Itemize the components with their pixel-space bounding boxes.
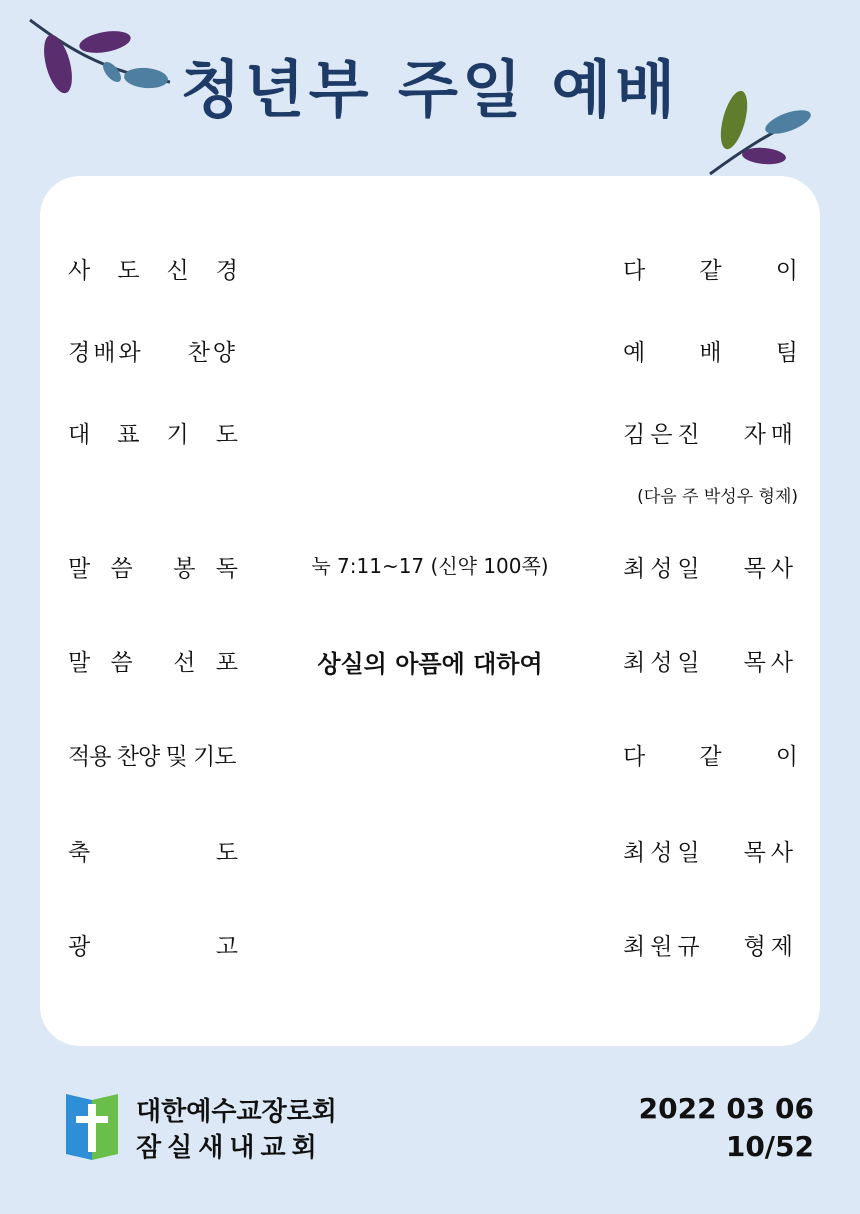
program-leader: 최성일 목사: [623, 556, 798, 582]
program-leader: 다 같 이: [623, 258, 798, 284]
program-row: [40, 644, 820, 684]
church-label: 잠실새내교회: [136, 1133, 323, 1163]
program-role: 경배와 찬양: [68, 340, 238, 366]
program-row: [40, 550, 820, 590]
scripture-reference: 눅 7:11~17 (신약 100쪽): [311, 554, 549, 578]
bulletin-meta: [639, 1090, 814, 1166]
leaf-branch-icon: [700, 82, 820, 182]
program-leader: 최원규 형제: [623, 934, 798, 960]
church-name: [136, 1094, 337, 1166]
program-leader: 김은진 자매: [623, 422, 798, 448]
program-role: 사 도 신 경: [68, 258, 238, 284]
program-row: [40, 928, 820, 968]
program-row: [40, 334, 820, 374]
program-role: 적용 찬양 및 기도: [68, 744, 236, 770]
program-row: [40, 416, 820, 456]
denomination-label: 대한예수교장로회: [136, 1097, 337, 1127]
program-row: [40, 834, 820, 874]
program-leader: 최성일 목사: [623, 840, 798, 866]
next-week-note: (다음 주 박성우 형제): [637, 487, 798, 507]
program-leader: 예 배 팀: [623, 340, 798, 366]
program-note-row: [40, 482, 820, 522]
sermon-title: 상실의 아픔에 대하여: [317, 650, 543, 678]
program-role: 축 도: [68, 840, 238, 866]
program-role: 말 씀 선 포: [68, 650, 238, 676]
program-row: [40, 252, 820, 292]
program-role: 대 표 기 도: [68, 422, 238, 448]
program-role: 말 씀 봉 독: [68, 556, 238, 582]
program-card: [40, 176, 820, 1046]
program-role: 광 고: [68, 934, 238, 960]
church-cross-logo-icon: [66, 1090, 118, 1164]
program-leader: 다 같 이: [623, 744, 798, 770]
program-row: [40, 738, 820, 778]
leaf-branch-icon: [20, 12, 180, 122]
page-title: 청년부 주일 예배: [180, 53, 680, 126]
program-leader: 최성일 목사: [623, 650, 798, 676]
service-date: 2022 03 06: [638, 1092, 814, 1125]
issue-number: 10/52: [725, 1130, 814, 1163]
